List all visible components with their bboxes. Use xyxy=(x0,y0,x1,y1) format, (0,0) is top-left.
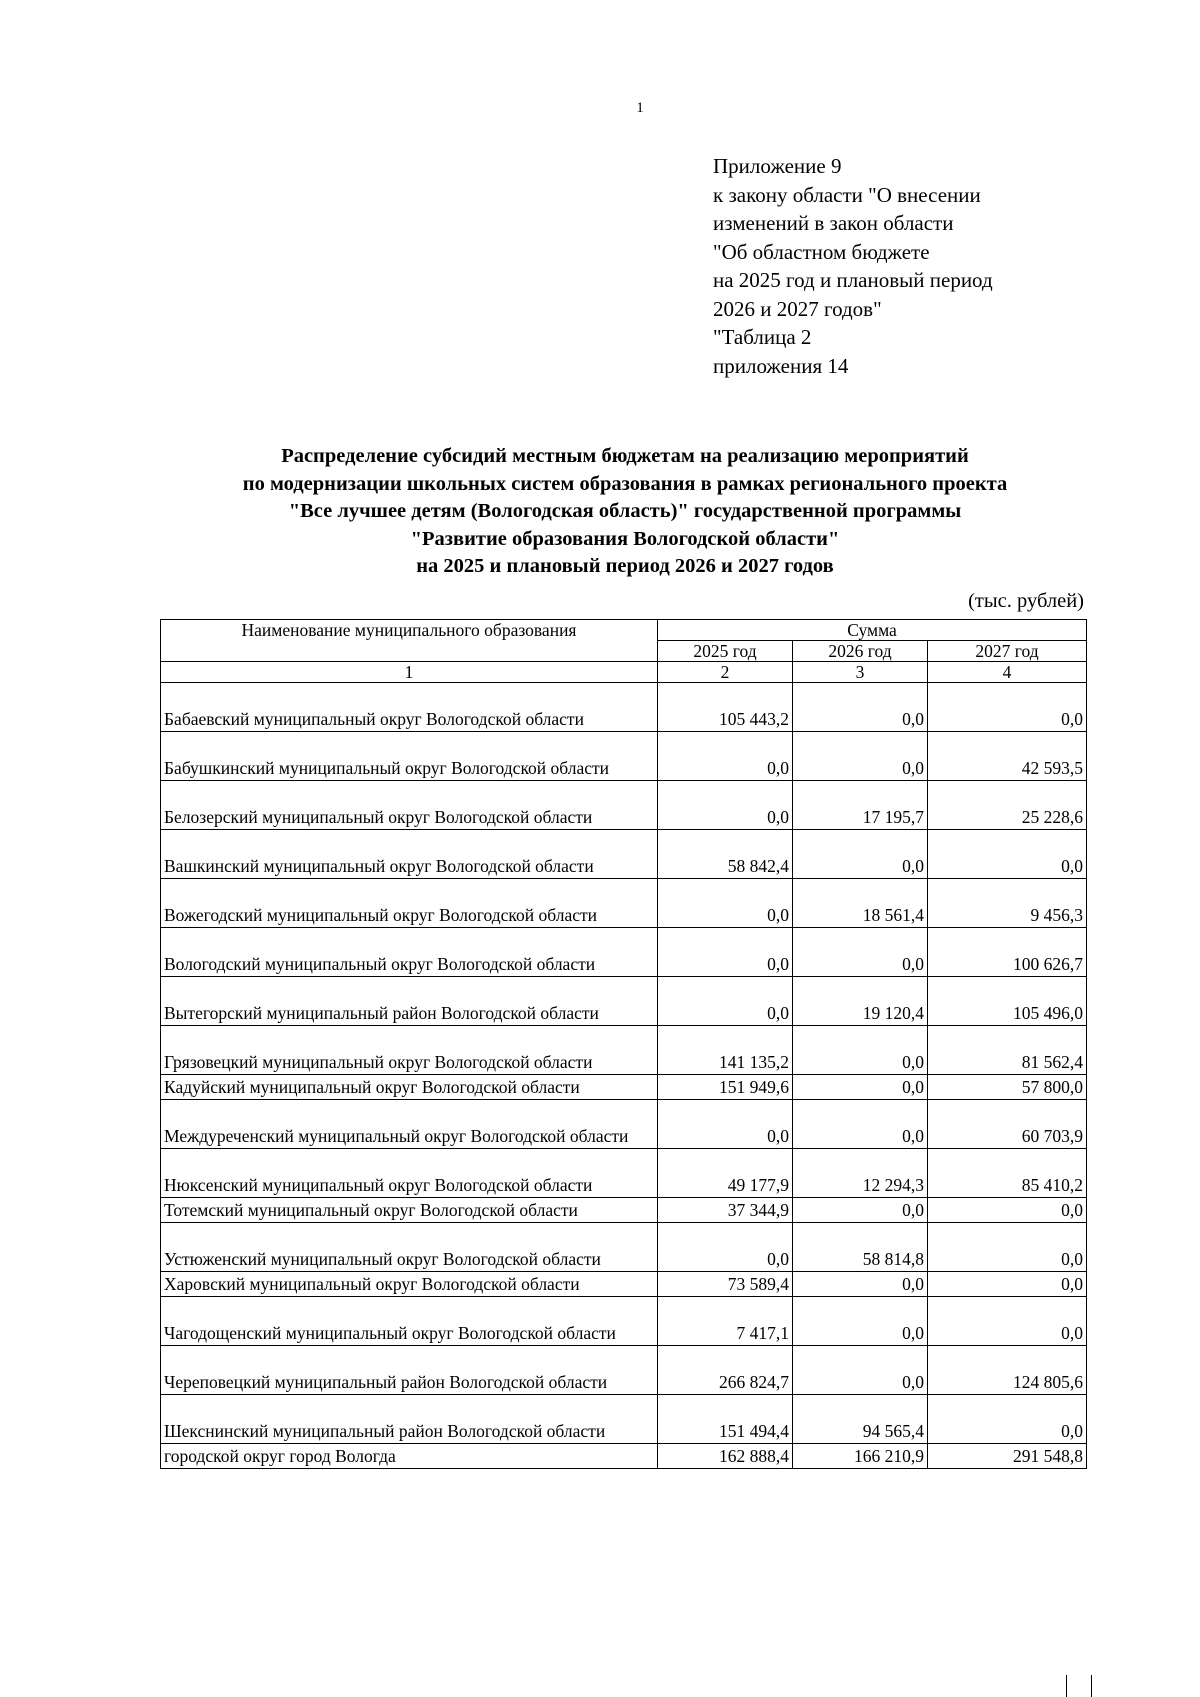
appendix-line: приложения 14 xyxy=(713,353,849,378)
appendix-line: Приложение 9 xyxy=(713,154,842,178)
table-row xyxy=(161,1149,1087,1198)
table-row xyxy=(161,1100,1087,1149)
amount-2026-cell: 0,0 xyxy=(793,1272,928,1297)
amount-2027-cell: 42 593,5 xyxy=(928,732,1087,781)
amount-2027-cell: 0,0 xyxy=(928,1223,1087,1272)
amount-2027-cell: 0,0 xyxy=(928,1272,1087,1297)
document-title xyxy=(160,443,1090,581)
amount-2026-cell: 0,0 xyxy=(793,1198,928,1223)
column-number: 3 xyxy=(793,662,928,683)
municipality-name-cell: Белозерский муниципальный округ Вологодской области xyxy=(161,781,658,830)
table-row xyxy=(161,683,1087,732)
column-number: 4 xyxy=(928,662,1087,683)
title-line: на 2025 и плановый период 2026 и 2027 годов xyxy=(416,555,834,577)
header-year-2025: 2025 год xyxy=(658,641,793,662)
municipality-name-cell: Вожегодский муниципальный округ Вологодской области xyxy=(161,879,658,928)
amount-2026-cell: 0,0 xyxy=(793,683,928,732)
table-row xyxy=(161,977,1087,1026)
appendix-reference xyxy=(713,152,993,380)
table-row xyxy=(161,1198,1087,1223)
amount-2027-cell: 60 703,9 xyxy=(928,1100,1087,1149)
amount-2026-cell: 0,0 xyxy=(793,1026,928,1075)
appendix-line: "Об областном бюджете xyxy=(713,239,930,264)
amount-2025-cell: 151 494,4 xyxy=(658,1395,793,1444)
table-row xyxy=(161,1297,1087,1346)
amount-2026-cell: 0,0 xyxy=(793,1297,928,1346)
header-year-2026: 2026 год xyxy=(793,641,928,662)
amount-2027-cell: 85 410,2 xyxy=(928,1149,1087,1198)
municipality-name-cell: Вологодский муниципальный округ Вологодской области xyxy=(161,928,658,977)
table-body xyxy=(161,683,1087,1469)
table-row xyxy=(161,1444,1087,1469)
amount-2027-cell: 105 496,0 xyxy=(928,977,1087,1026)
table-row xyxy=(161,1272,1087,1297)
amount-2027-cell: 100 626,7 xyxy=(928,928,1087,977)
municipality-name-cell: городской округ город Вологда xyxy=(161,1444,658,1469)
amount-2027-cell: 0,0 xyxy=(928,1198,1087,1223)
amount-2027-cell: 0,0 xyxy=(928,1395,1087,1444)
municipality-name-cell: Череповецкий муниципальный район Вологодской области xyxy=(161,1346,658,1395)
amount-2025-cell: 58 842,4 xyxy=(658,830,793,879)
municipality-name-cell: Устюженский муниципальный округ Вологодской области xyxy=(161,1223,658,1272)
amount-2026-cell: 17 195,7 xyxy=(793,781,928,830)
municipality-name-cell: Чагодощенский муниципальный округ Вологодской области xyxy=(161,1297,658,1346)
amount-2027-cell: 124 805,6 xyxy=(928,1346,1087,1395)
amount-2025-cell: 0,0 xyxy=(658,1223,793,1272)
header-sum: Сумма xyxy=(658,620,1087,641)
table-row xyxy=(161,781,1087,830)
amount-2025-cell: 0,0 xyxy=(658,781,793,830)
header-year-2027: 2027 год xyxy=(928,641,1087,662)
column-number: 1 xyxy=(161,662,658,683)
units-label: (тыс. рублей) xyxy=(968,590,1084,612)
municipality-name-cell: Вытегорский муниципальный район Вологодской области xyxy=(161,977,658,1026)
municipality-name-cell: Шекснинский муниципальный район Вологодской области xyxy=(161,1395,658,1444)
amount-2027-cell: 0,0 xyxy=(928,683,1087,732)
appendix-line: 2026 и 2027 годов" xyxy=(713,296,882,321)
amount-2027-cell: 291 548,8 xyxy=(928,1444,1087,1469)
amount-2026-cell: 0,0 xyxy=(793,1346,928,1395)
amount-2026-cell: 18 561,4 xyxy=(793,879,928,928)
amount-2025-cell: 162 888,4 xyxy=(658,1444,793,1469)
title-line: по модернизации школьных систем образования в рамках регионального проекта xyxy=(242,472,1008,495)
amount-2027-cell: 25 228,6 xyxy=(928,781,1087,830)
amount-2026-cell: 58 814,8 xyxy=(793,1223,928,1272)
amount-2026-cell: 0,0 xyxy=(793,1100,928,1149)
municipality-name-cell: Бабушкинский муниципальный округ Вологодской области xyxy=(161,732,658,781)
amount-2027-cell: 81 562,4 xyxy=(928,1026,1087,1075)
amount-2027-cell: 0,0 xyxy=(928,830,1087,879)
amount-2026-cell: 0,0 xyxy=(793,830,928,879)
table-row xyxy=(161,732,1087,781)
amount-2027-cell: 0,0 xyxy=(928,1297,1087,1346)
title-line: Распределение субсидий местным бюджетам на реализацию мероприятий xyxy=(281,445,969,467)
amount-2027-cell: 9 456,3 xyxy=(928,879,1087,928)
appendix-line: "Таблица 2 xyxy=(713,325,812,349)
table-row xyxy=(161,830,1087,879)
table-row xyxy=(161,928,1087,977)
amount-2025-cell: 0,0 xyxy=(658,928,793,977)
title-line: "Все лучшее детям (Вологодская область)" государственной программы xyxy=(288,500,962,522)
amount-2026-cell: 0,0 xyxy=(793,1075,928,1100)
table-row xyxy=(161,1026,1087,1075)
municipality-name-cell: Нюксенский муниципальный округ Вологодской области xyxy=(161,1149,658,1198)
amount-2025-cell: 266 824,7 xyxy=(658,1346,793,1395)
subsidy-table xyxy=(160,619,1087,1469)
amount-2025-cell: 73 589,4 xyxy=(658,1272,793,1297)
amount-2025-cell: 49 177,9 xyxy=(658,1149,793,1198)
amount-2026-cell: 12 294,3 xyxy=(793,1149,928,1198)
appendix-line: изменений в закон области xyxy=(713,211,954,235)
column-number: 2 xyxy=(658,662,793,683)
appendix-line: к закону области "О внесении xyxy=(713,182,981,207)
amount-2025-cell: 151 949,6 xyxy=(658,1075,793,1100)
amount-2025-cell: 0,0 xyxy=(658,879,793,928)
amount-2025-cell: 105 443,2 xyxy=(658,683,793,732)
appendix-line: на 2025 год и плановый период xyxy=(713,268,993,292)
table-row xyxy=(161,1346,1087,1395)
municipality-name-cell: Харовский муниципальный округ Вологодской области xyxy=(161,1272,658,1297)
amount-2025-cell: 0,0 xyxy=(658,1100,793,1149)
municipality-name-cell: Кадуйский муниципальный округ Вологодской области xyxy=(161,1075,658,1100)
amount-2026-cell: 0,0 xyxy=(793,928,928,977)
table-row xyxy=(161,1223,1087,1272)
amount-2026-cell: 19 120,4 xyxy=(793,977,928,1026)
title-line: "Развитие образования Вологодской области" xyxy=(410,527,840,550)
header-municipality-name: Наименование муниципального образования xyxy=(161,620,658,662)
amount-2025-cell: 7 417,1 xyxy=(658,1297,793,1346)
municipality-name-cell: Грязовецкий муниципальный округ Вологодской области xyxy=(161,1026,658,1075)
municipality-name-cell: Тотемский муниципальный округ Вологодской области xyxy=(161,1198,658,1223)
municipality-name-cell: Бабаевский муниципальный округ Вологодской области xyxy=(161,683,658,732)
page-number: 1 xyxy=(636,100,644,116)
amount-2025-cell: 0,0 xyxy=(658,732,793,781)
municipality-name-cell: Вашкинский муниципальный округ Вологодской области xyxy=(161,830,658,879)
amount-2025-cell: 141 135,2 xyxy=(658,1026,793,1075)
table-row xyxy=(161,1075,1087,1100)
municipality-name-cell: Междуреченский муниципальный округ Вологодской области xyxy=(161,1100,658,1149)
amount-2025-cell: 37 344,9 xyxy=(658,1198,793,1223)
amount-2027-cell: 57 800,0 xyxy=(928,1075,1087,1100)
amount-2026-cell: 166 210,9 xyxy=(793,1444,928,1469)
amount-2026-cell: 94 565,4 xyxy=(793,1395,928,1444)
table-row xyxy=(161,879,1087,928)
margin-mark xyxy=(1066,1675,1092,1697)
amount-2025-cell: 0,0 xyxy=(658,977,793,1026)
amount-2026-cell: 0,0 xyxy=(793,732,928,781)
table-row xyxy=(161,1395,1087,1444)
